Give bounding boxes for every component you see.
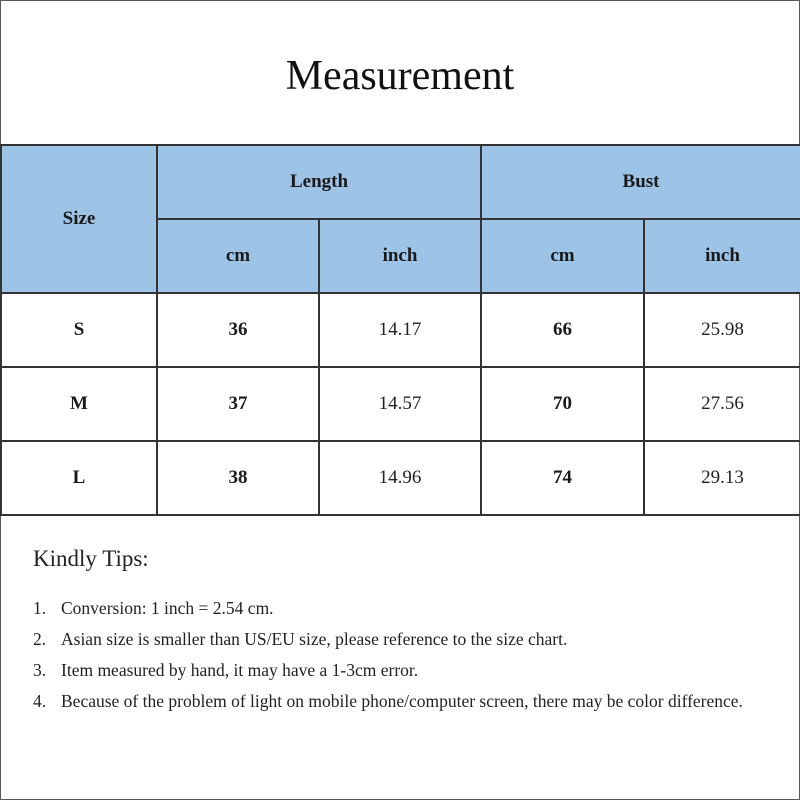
list-item (33, 624, 773, 655)
list-item-number: 3. (33, 660, 47, 680)
list-item (33, 593, 773, 624)
length-inch-header: inch (319, 219, 481, 293)
size-cell: S (1, 293, 157, 367)
tips-list (33, 593, 773, 717)
list-item-number: 4. (33, 691, 47, 711)
list-item-number: 1. (33, 598, 47, 618)
bust-cm-cell: 70 (481, 367, 644, 441)
list-item (33, 655, 773, 686)
size-cell: M (1, 367, 157, 441)
list-item-number: 2. (33, 629, 47, 649)
bust-inch-cell: 29.13 (644, 441, 800, 515)
bust-cm-cell: 74 (481, 441, 644, 515)
bust-inch-header: inch (644, 219, 800, 293)
bust-cm-cell: 66 (481, 293, 644, 367)
list-item-text: Because of the problem of light on mobile phone/computer screen, there may be color difference. (61, 691, 743, 711)
size-cell: L (1, 441, 157, 515)
page-title: Measurement (285, 53, 515, 99)
length-inch-cell: 14.17 (319, 293, 481, 367)
list-item-text: Asian size is smaller than US/EU size, please reference to the size chart. (61, 629, 568, 649)
bust-inch-cell: 27.56 (644, 367, 800, 441)
bust-cm-header: cm (481, 219, 644, 293)
length-inch-cell: 14.96 (319, 441, 481, 515)
bust-inch-cell: 25.98 (644, 293, 800, 367)
length-cm-cell: 37 (157, 367, 319, 441)
size-table (0, 144, 800, 516)
table-row (1, 367, 800, 441)
length-cm-header: cm (157, 219, 319, 293)
length-group-header: Length (157, 145, 481, 219)
bust-group-header: Bust (481, 145, 800, 219)
tips-title: Kindly Tips: (33, 546, 149, 571)
length-cm-cell: 38 (157, 441, 319, 515)
table-row (1, 293, 800, 367)
length-cm-cell: 36 (157, 293, 319, 367)
list-item-text: Conversion: 1 inch = 2.54 cm. (61, 598, 274, 618)
size-column-header: Size (1, 145, 157, 293)
table-row (1, 441, 800, 515)
length-inch-cell: 14.57 (319, 367, 481, 441)
list-item-text: Item measured by hand, it may have a 1-3cm error. (61, 660, 419, 680)
tips-section (33, 543, 773, 717)
header-row-groups (1, 145, 800, 219)
list-item (33, 686, 773, 717)
